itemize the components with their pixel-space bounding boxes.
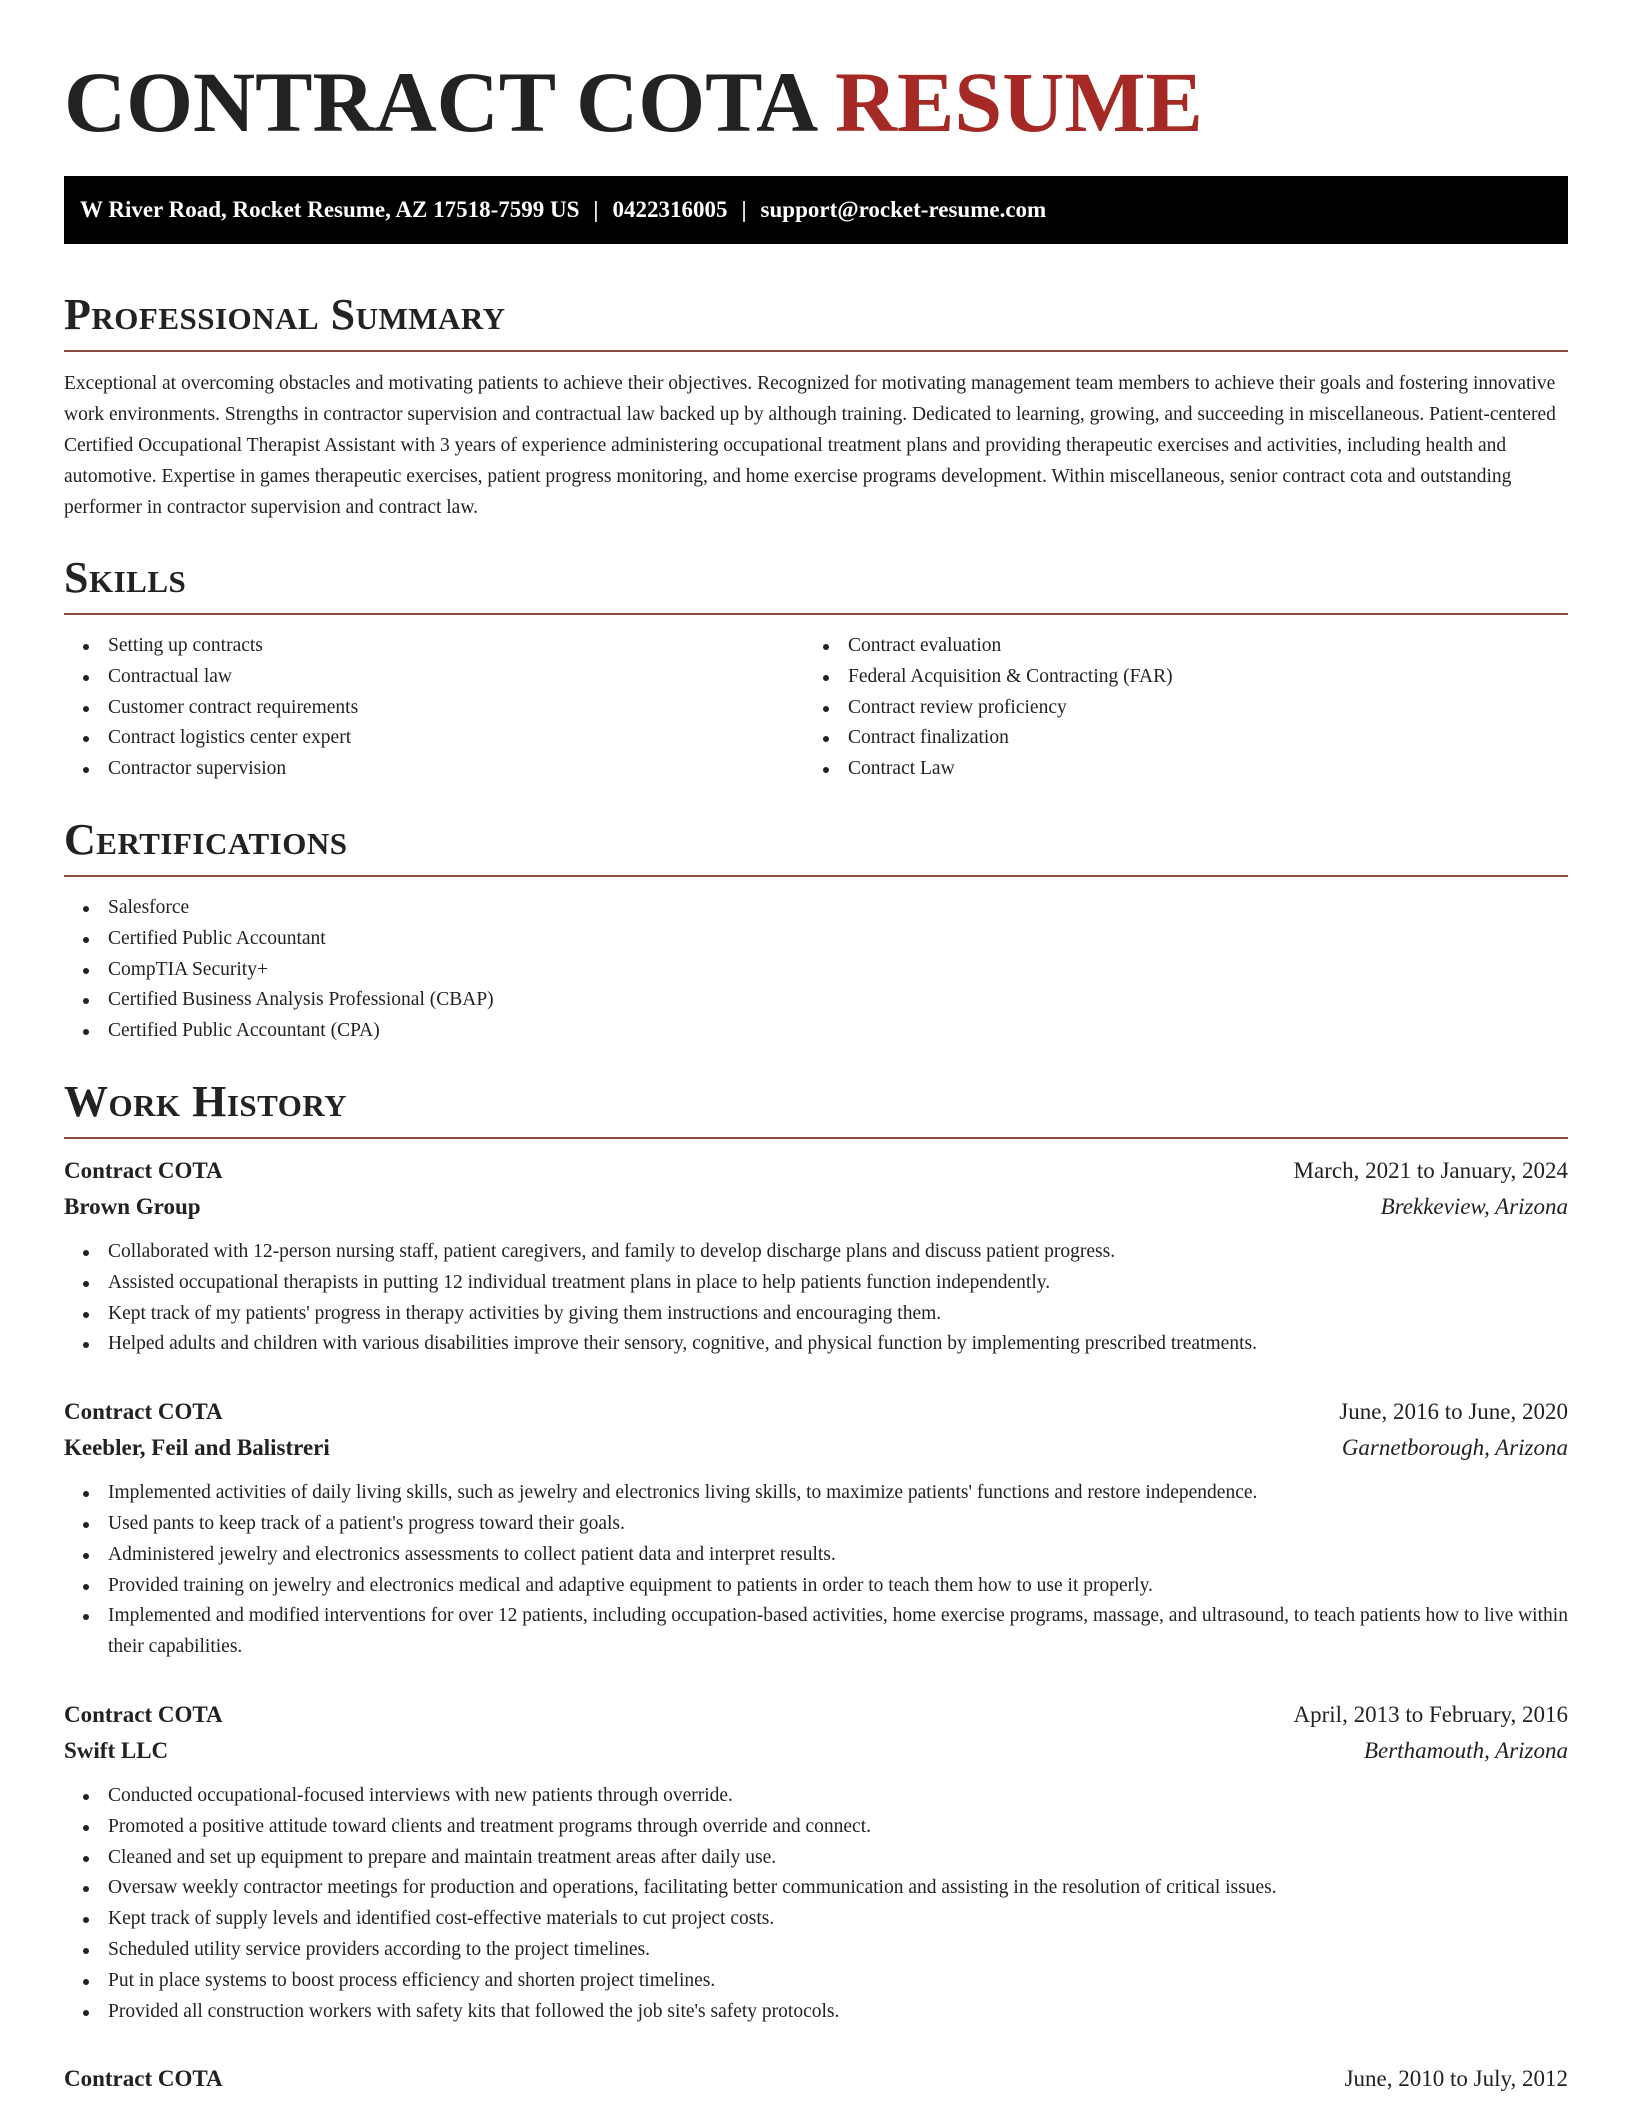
job-duty-item: Kept track of supply levels and identified cost-effective materials to cut project costs. (64, 1904, 1568, 1935)
job-duty-item: Oversaw weekly contractor meetings for production and operations, facilitating better communication and assisting in the resolution of critical issues. (64, 1873, 1568, 1904)
job-duty-item: Cleaned and set up equipment to prepare and maintain treatment areas after daily use. (64, 1843, 1568, 1874)
job-header-row (64, 1394, 1568, 1430)
summary-section (64, 288, 1568, 523)
section-divider (64, 875, 1568, 877)
certification-item: Certified Public Accountant (64, 924, 1568, 955)
skill-item: Federal Acquisition & Contracting (FAR) (804, 662, 1544, 693)
job-location: Garnetborough, Arizona (1341, 1435, 1568, 1461)
certification-item: Certified Business Analysis Professional (CBAP) (64, 985, 1568, 1016)
job-duty-item: Put in place systems to boost process efficiency and shorten project timelines. (64, 1966, 1568, 1997)
job-duty-item: Collaborated with 12-person nursing staff, patient caregivers, and family to develop discharge plans and discuss patient progress. (64, 1237, 1568, 1268)
resume-page (64, 0, 1568, 2097)
certifications-heading: Certifications (64, 814, 348, 864)
skill-item: Contractual law (64, 662, 804, 693)
job-dates: June, 2010 to July, 2012 (1344, 2066, 1568, 2092)
job-company-row (64, 1189, 1568, 1225)
job-duties-list (64, 1237, 1568, 1360)
job-entry (64, 1697, 1568, 2027)
job-company: Swift LLC (64, 1737, 169, 1763)
certification-item: CompTIA Security+ (64, 955, 1568, 986)
skills-columns (64, 615, 1568, 785)
skill-item: Customer contract requirements (64, 693, 804, 724)
skill-item: Contract logistics center expert (64, 723, 804, 754)
title-main: CONTRACT COTA (64, 54, 814, 150)
skills-list-left (64, 631, 804, 785)
job-duty-item: Helped adults and children with various disabilities improve their sensory, cognitive, and physical function by implementing prescribed treatments. (64, 1329, 1568, 1360)
skill-item: Contract Law (804, 754, 1544, 785)
certifications-section (64, 813, 1568, 1047)
job-header-row (64, 1153, 1568, 1189)
job-title: Contract COTA (64, 1399, 223, 1425)
skill-item: Contract evaluation (804, 631, 1544, 662)
job-duty-item: Scheduled utility service providers according to the project timelines. (64, 1935, 1568, 1966)
skills-section (64, 551, 1568, 785)
certification-item: Certified Public Accountant (CPA) (64, 1016, 1568, 1047)
job-dates: March, 2021 to January, 2024 (1293, 1157, 1568, 1183)
job-duty-item: Provided training on jewelry and electronics medical and adaptive equipment to patients in order to teach them how to use it properly. (64, 1571, 1568, 1602)
job-entry (64, 1153, 1568, 1360)
work-history-heading: Work History (64, 1076, 348, 1126)
job-duty-item: Assisted occupational therapists in putting 12 individual treatment plans in place to help patients function independently. (64, 1268, 1568, 1299)
job-header-row (64, 2061, 1568, 2097)
job-duty-item: Administered jewelry and electronics assessments to collect patient data and interpret results. (64, 1540, 1568, 1571)
job-duty-item: Used pants to keep track of a patient's progress toward their goals. (64, 1509, 1568, 1540)
skill-item: Contractor supervision (64, 754, 804, 785)
job-duty-item: Implemented activities of daily living skills, such as jewelry and electronics living skills, to maximize patients' functions and restore independence. (64, 1478, 1568, 1509)
summary-heading: Professional Summary (64, 290, 506, 339)
resume-title (64, 0, 1568, 154)
skill-item: Contract finalization (804, 723, 1544, 754)
job-title: Contract COTA (64, 1701, 223, 1727)
job-dates: June, 2016 to June, 2020 (1339, 1399, 1568, 1425)
contact-phone: 0422316005 (612, 197, 728, 222)
skills-heading: Skills (64, 553, 187, 602)
job-location: Berthamouth, Arizona (1363, 1737, 1568, 1763)
contact-address: W River Road, Rocket Resume, AZ 17518-7599 US (80, 197, 580, 222)
section-divider (64, 1137, 1568, 1139)
job-duty-item: Conducted occupational-focused interviews with new patients through override. (64, 1781, 1568, 1812)
skill-item: Contract review proficiency (804, 693, 1544, 724)
job-duties-list (64, 1781, 1568, 2027)
job-company: Keebler, Feil and Balistreri (64, 1435, 330, 1461)
contact-email: support@rocket-resume.com (760, 197, 1047, 222)
job-title: Contract COTA (64, 2066, 223, 2092)
skills-list-right (804, 631, 1544, 785)
job-duty-item: Provided all construction workers with safety kits that followed the job site's safety protocols. (64, 1997, 1568, 2028)
job-company: Brown Group (64, 1193, 201, 1219)
summary-text: Exceptional at overcoming obstacles and motivating patients to achieve their objectives. Recognized for motivating management team members to achieve their goals and fostering innovative work environments. Strengths in contractor supervision and contractual law backed up by although training. Dedicated to learning, growing, and succeeding in miscellaneous. Patient-centered Certified Occupational Therapist Assistant with 3 years of experience administering occupational treatment plans and providing therapeutic exercises and activities, including health and automotive. Expertise in games therapeutic exercises, patient progress monitoring, and home exercise programs development. Within miscellaneous, senior contract cota and outstanding performer in contractor supervision and contract law. (64, 373, 1556, 518)
job-duty-item: Promoted a positive attitude toward clients and treatment programs through override and connect. (64, 1812, 1568, 1843)
work-history-section (64, 1075, 1568, 2097)
job-company-row (64, 1430, 1568, 1466)
job-duties-list (64, 1478, 1568, 1663)
contact-separator: | (741, 197, 747, 222)
section-divider (64, 350, 1568, 352)
title-accent: RESUME (834, 54, 1203, 150)
skill-item: Setting up contracts (64, 631, 804, 662)
job-entry (64, 1394, 1568, 1663)
job-duty-item: Kept track of my patients' progress in therapy activities by giving them instructions and encouraging them. (64, 1299, 1568, 1330)
job-location: Brekkeview, Arizona (1380, 1193, 1568, 1219)
contact-bar (64, 176, 1568, 244)
contact-separator: | (593, 197, 599, 222)
job-company-row (64, 1733, 1568, 1769)
job-dates: April, 2013 to February, 2016 (1293, 1701, 1568, 1727)
job-duty-item: Implemented and modified interventions for over 12 patients, including occupation-based activities, home exercise programs, massage, and ultrasound, to teach patients how to live within their capabilities. (64, 1601, 1568, 1663)
certification-item: Salesforce (64, 893, 1568, 924)
job-header-row (64, 1697, 1568, 1733)
job-title: Contract COTA (64, 1157, 223, 1183)
job-entry (64, 2061, 1568, 2097)
certifications-list (64, 893, 1568, 1047)
